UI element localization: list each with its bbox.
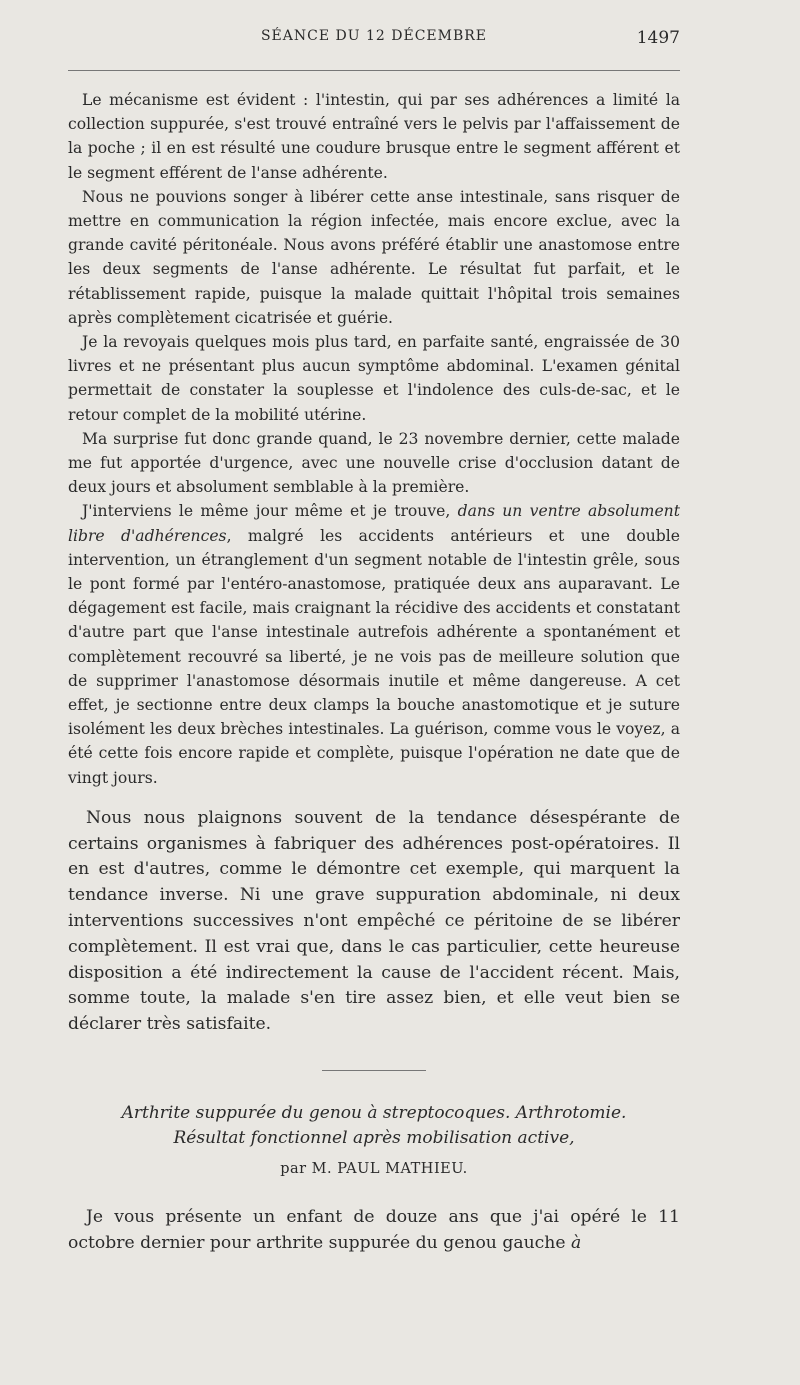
paragraph: Le mécanisme est évident : l'intestin, qui par ses adhérences a limité la collection suppurée, s'est trouvé entraîné vers le pelvis par l'affaissement de la poche ; il en est résulté une coudure brusque entre le segment afférent et le segment efférent de l'anse adhérente. <box>68 91 680 182</box>
running-title: SÉANCE DU 12 DÉCEMBRE <box>260 28 488 44</box>
italic-run: à <box>570 1232 582 1253</box>
article-title <box>68 1101 680 1151</box>
article-title-line: Arthrite suppurée du genou à streptocoques. Arthrotomie. <box>121 1103 627 1124</box>
paragraph: Nous ne pouvions songer à libérer cette anse intestinale, sans risquer de mettre en communication la région infectée, mais encore exclue, avec la grande cavité péritonéale. Nous avons préféré établir une anastomose entre les deux segments de l'anse adhérente. Le résultat fut parfait, et le rétablissement rapide, puisque la malade quittait l'hôpital trois semaines après complètement cicatrisée et guérie. <box>68 187 680 327</box>
page-number: 1497 <box>636 28 680 48</box>
text-run: , malgré les accidents antérieurs et une double intervention, un étranglement d'un segment notable de l'intestin grêle, sous le pont formé par l'entéro-anastomose, pratiquée deux ans auparavant. Le dégagement est facile, mais craignant la récidive des accidents et constatant d'autre part que l'anse intestinale autrefois adhérente a spontanément et complètement recouvré sa liberté, je ne vois pas de meilleure solution que de supprimer l'anastomose désormais inutile et même dangereuse. A cet effet, je sectionne entre deux clamps la bouche anastomotique et je suture isolément les deux brèches intestinales. La guérison, comme vous le voyez, a été cette fois encore rapide et complète, puisque l'opération ne date que de vingt jours. <box>68 526 680 787</box>
running-header <box>68 28 680 54</box>
case-report <box>68 88 680 790</box>
paragraph: Ma surprise fut donc grande quand, le 23 novembre dernier, cette malade me fut apportée d'urgence, avec une nouvelle crise d'occlusion datant de deux jours et absolument semblable à la première. <box>68 429 680 497</box>
paragraph <box>68 499 680 789</box>
discussion <box>68 806 680 1038</box>
article-opening <box>68 1205 680 1257</box>
text-run: Je vous présente un enfant de douze ans que j'ai opéré le 11 octobre dernier pour arthrite suppurée du genou gauche <box>68 1207 680 1253</box>
paragraph <box>68 1205 680 1257</box>
italic-run: dans un ventre absolument libre d'adhérences <box>68 502 680 545</box>
section-separator <box>322 1070 426 1071</box>
paragraph: Je la revoyais quelques mois plus tard, en parfaite santé, engraissée de 30 livres et ne présentant plus aucun symptôme abdominal. L'examen génital permettait de constater la souplesse et l'indolence des culs-de-sac, et le retour complet de la mobilité utérine. <box>68 333 680 424</box>
text-run: J'interviens le même jour même et je trouve, <box>82 502 458 521</box>
header-rule <box>68 70 680 71</box>
article-byline: par M. PAUL MATHIEU. <box>280 1161 468 1178</box>
page-body <box>68 88 680 1257</box>
article-title-line: Résultat fonctionnel après mobilisation active, <box>173 1128 575 1149</box>
paragraph: Nous nous plaignons souvent de la tendance désespérante de certains organismes à fabriquer des adhérences post-opératoires. Il en est d'autres, comme le démontre cet exemple, qui marquent la tendance inverse. Ni une grave suppuration abdominale, ni deux interventions successives n'ont empêché ce péritoine de se libérer complètement. Il est vrai que, dans le cas particulier, cette heureuse disposition a été indirectement la cause de l'accident récent. Mais, somme toute, la malade s'en tire assez bien, et elle veut bien se déclarer très satisfaite. <box>68 807 680 1035</box>
